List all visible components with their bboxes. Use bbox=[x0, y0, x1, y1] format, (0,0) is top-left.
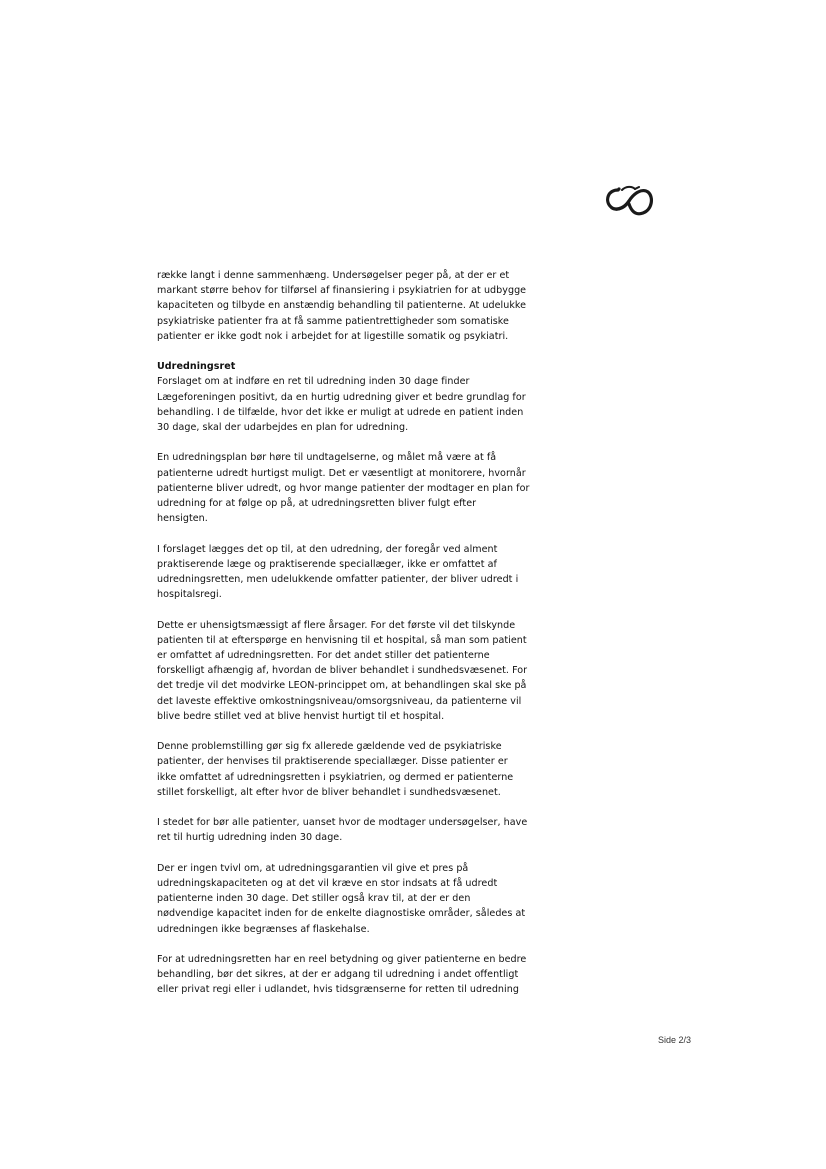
text-line: kapaciteten og tilbyde en anstændig behandling til patienterne. At udelukke bbox=[157, 300, 527, 312]
text-line: nødvendige kapacitet inden for de enkelte diagnostiske områder, således at bbox=[157, 908, 526, 920]
text-line: forskelligt afhængig af, hvordan de bliver behandlet i sundhedsvæsenet. For bbox=[157, 665, 528, 677]
text-line: patienter, der henvises til praktiserende speciallæger. Disse patienter er bbox=[157, 756, 508, 768]
text-line: praktiserende læge og praktiserende speciallæger, ikke er omfattet af bbox=[157, 558, 497, 570]
text-line: markant større behov for tilførsel af finansiering i psykiatrien for at udbygge bbox=[157, 285, 527, 297]
text-line: Forslaget om at indføre en ret til udredning inden 30 dage finder bbox=[157, 376, 470, 388]
text-line: stillet forskelligt, alt efter hvor de bliver behandlet i sundhedsvæsenet. bbox=[157, 786, 501, 798]
body-paragraph bbox=[157, 815, 577, 845]
serpent-logo-icon bbox=[602, 180, 656, 218]
text-line: behandling. I de tilfælde, hvor det ikke er muligt at udrede en patient inden bbox=[157, 406, 524, 418]
text-line: I forslaget lægges det op til, at den udredning, der foregår ved alment bbox=[157, 543, 498, 555]
section-heading: Udredningsret bbox=[157, 361, 236, 373]
text-line: blive bedre stillet ved at blive henvist hurtigt til et hospital. bbox=[157, 710, 445, 722]
text-line: udredningsretten, men udelukkende omfatter patienter, der bliver udredt i bbox=[157, 574, 519, 586]
letter-body bbox=[157, 268, 577, 1013]
body-paragraph bbox=[157, 861, 577, 937]
text-line: udredningskapaciteten og at det vil kræve en stor indsats at få udredt bbox=[157, 878, 498, 890]
body-paragraph bbox=[157, 952, 577, 998]
text-line: det laveste effektive omkostningsniveau/omsorgsniveau, da patienterne vil bbox=[157, 695, 522, 707]
text-line: ikke omfattet af udredningsretten i psykiatrien, og dermed er patienterne bbox=[157, 771, 514, 783]
text-line: En udredningsplan bør høre til undtagelserne, og målet må være at få bbox=[157, 452, 497, 464]
text-line: behandling, bør det sikres, at der er adgang til udredning i andet offentligt bbox=[157, 969, 519, 981]
text-line: hensigten. bbox=[157, 513, 208, 525]
text-line: patienterne udredt hurtigst muligt. Det er væsentligt at monitorere, hvornår bbox=[157, 467, 526, 479]
text-line: det tredje vil det modvirke LEON-princippet om, at behandlingen skal ske på bbox=[157, 680, 527, 692]
text-line: er omfattet af udredningsretten. For det andet stiller det patienterne bbox=[157, 650, 490, 662]
text-line: Lægeforeningen positivt, da en hurtig udredning giver et bedre grundlag for bbox=[157, 391, 526, 403]
body-paragraph bbox=[157, 542, 577, 603]
text-line: ret til hurtig udredning inden 30 dage. bbox=[157, 832, 343, 844]
text-line: patienter er ikke godt nok i arbejdet for at ligestille somatik og psykiatri. bbox=[157, 330, 509, 342]
body-paragraph bbox=[157, 618, 577, 724]
text-line: Der er ingen tvivl om, at udredningsgarantien vil give et pres på bbox=[157, 862, 469, 874]
text-line: Denne problemstilling gør sig fx allerede gældende ved de psykiatriske bbox=[157, 741, 502, 753]
text-line: hospitalsregi. bbox=[157, 589, 222, 601]
text-line: For at udredningsretten har en reel betydning og giver patienterne en bedre bbox=[157, 954, 527, 966]
text-line: 30 dage, skal der udarbejdes en plan for udredning. bbox=[157, 422, 409, 434]
page-number: Side 2/3 bbox=[658, 1035, 692, 1045]
text-line: eller privat regi eller i udlandet, hvis tidsgrænserne for retten til udredning bbox=[157, 984, 519, 996]
text-line: række langt i denne sammenhæng. Undersøgelser peger på, at der er et bbox=[157, 270, 510, 281]
section-paragraph bbox=[157, 359, 577, 435]
body-paragraph bbox=[157, 450, 577, 526]
text-line: patienterne inden 30 dage. Det stiller også krav til, at der er den bbox=[157, 893, 471, 905]
text-line: udredningen ikke begrænses af flaskehalse. bbox=[157, 923, 370, 935]
text-line: psykiatriske patienter fra at få samme patientrettigheder som somatiske bbox=[157, 315, 509, 327]
body-paragraph bbox=[157, 268, 577, 344]
body-paragraph bbox=[157, 739, 577, 800]
text-line: I stedet for bør alle patienter, uanset hvor de modtager undersøgelser, have bbox=[157, 817, 528, 829]
text-line: udredning for at følge op på, at udredningsretten bliver fulgt efter bbox=[157, 498, 477, 510]
text-line: Dette er uhensigtsmæssigt af flere årsager. For det første vil det tilskynde bbox=[157, 619, 516, 631]
text-line: patienterne bliver udredt, og hvor mange patienter der modtager en plan for bbox=[157, 482, 530, 494]
text-line: patienten til at efterspørge en henvisning til et hospital, så man som patient bbox=[157, 634, 527, 646]
